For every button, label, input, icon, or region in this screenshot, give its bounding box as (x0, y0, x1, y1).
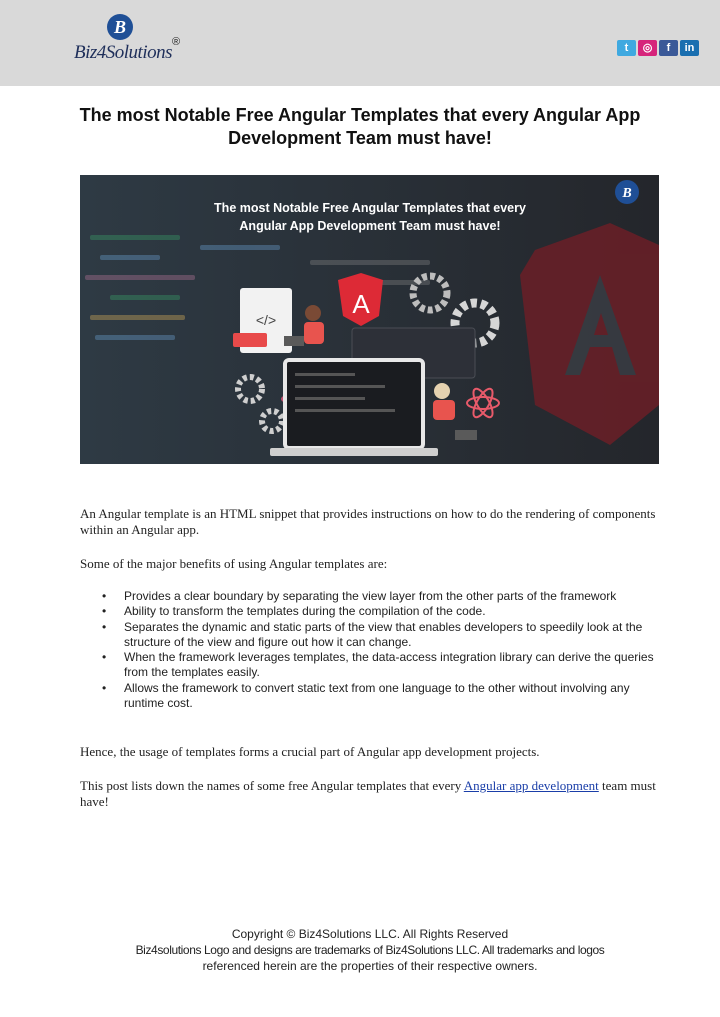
list-item (80, 681, 660, 712)
trademark-line: Biz4solutions Logo and designs are trademarks of Biz4Solutions LLC. All trademarks and logos (135, 943, 605, 957)
biz4solutions-logo[interactable] (70, 14, 190, 70)
list-item (80, 650, 660, 681)
svg-text:B: B (622, 186, 632, 201)
hero-title-line1: The most Notable Free Angular Templates that every (214, 201, 526, 215)
post-paragraph (80, 778, 660, 810)
bullet: • (102, 680, 107, 695)
hero-title-line2: Angular App Development Team must have! (239, 219, 501, 233)
html-document-illustration (233, 288, 292, 353)
article-title: The most Notable Free Angular Templates that every Angular App Development Team must have! (79, 105, 641, 148)
bullet: • (102, 604, 107, 619)
list-item-text: Allows the framework to convert static text from one language to the other without involving any runtime cost. (124, 680, 630, 711)
instagram-icon[interactable]: ◎ (638, 40, 657, 56)
logo-mark: B (107, 14, 133, 40)
logo-text: Biz4Solutions (74, 42, 173, 63)
benefits-intro: Some of the major benefits of using Angular templates are: (80, 556, 388, 571)
list-item-text: When the framework leverages templates, the data-access integration library can derive the queries from the templates easily. (124, 650, 654, 680)
hero-image (80, 175, 659, 464)
angular-app-development-link[interactable]: Angular app development (463, 778, 599, 793)
twitter-icon[interactable]: t (617, 40, 636, 56)
registered-mark: ® (172, 36, 181, 48)
social-links (617, 40, 699, 56)
benefits-list (80, 589, 660, 711)
list-item-text: Ability to transform the templates during the compilation of the code. (124, 604, 486, 619)
bullet: • (102, 619, 107, 634)
facebook-icon[interactable]: f (659, 40, 678, 56)
svg-text:A: A (352, 289, 370, 319)
copyright-line: Copyright © Biz4Solutions LLC. All Rights Reserved (231, 927, 509, 941)
list-item (80, 604, 660, 619)
svg-text:</>: </> (255, 312, 277, 328)
intro-paragraph: An Angular template is an HTML snippet that provides instructions on how to do the rendering of components within an Angular app. (80, 506, 656, 537)
list-item (80, 620, 660, 651)
owners-line: referenced herein are the properties of their respective owners. (202, 959, 538, 973)
hero-title (180, 199, 560, 235)
linkedin-icon[interactable]: in (680, 40, 699, 56)
page-header (0, 0, 720, 86)
post-text-after: team must have! (80, 778, 656, 809)
conclusion-paragraph: Hence, the usage of templates forms a crucial part of Angular app development projects. (80, 744, 540, 759)
bullet: • (102, 589, 107, 603)
list-item (80, 589, 660, 604)
bullet: • (102, 650, 107, 665)
post-text-before: This post lists down the names of some free Angular templates that every (80, 778, 464, 793)
list-item-text: Separates the dynamic and static parts of the view that enables developers to speedily look at the structure of the view and figure out how it can change. (124, 619, 643, 649)
page-footer (80, 926, 660, 974)
list-item-text: Provides a clear boundary by separating the view layer from the other parts of the framework (124, 589, 617, 603)
